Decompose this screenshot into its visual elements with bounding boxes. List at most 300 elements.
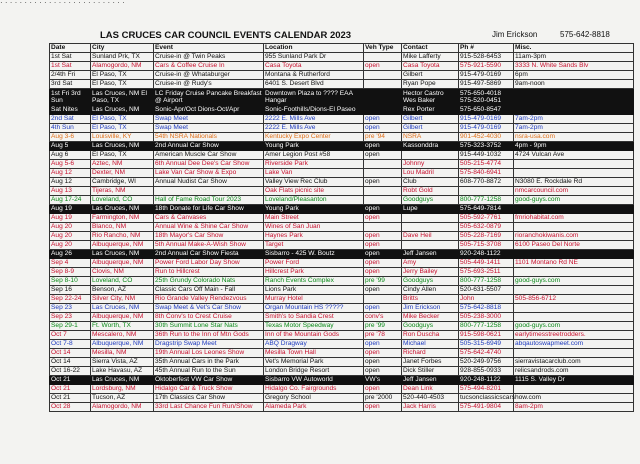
contact-cell: Club [402, 178, 459, 187]
table-row [50, 115, 634, 124]
city-cell: Las Cruces, NM El Paso, TX [91, 89, 154, 106]
event-cell [154, 187, 264, 196]
veh-type-cell: VW's [364, 376, 402, 385]
veh-type-cell: open [364, 385, 402, 394]
date-cell: Aug 19 [50, 205, 91, 214]
city-cell: Tucson, AZ [91, 394, 154, 403]
location-cell: Hidalgo Co. Fairgrounds [264, 385, 364, 394]
date-cell: Oct 28 [50, 403, 91, 412]
contact-cell: Lou Madril [402, 169, 459, 178]
contact-cell: Gilbert [402, 115, 459, 124]
veh-type-cell: open [364, 286, 402, 295]
city-cell: Benson, AZ [91, 286, 154, 295]
event-cell: Annual Wine & Shine Car Show [154, 223, 264, 232]
location-cell: Gregory School [264, 394, 364, 403]
event-cell: Run to Hillcrest [154, 268, 264, 277]
date-cell: Oct 21 [50, 394, 91, 403]
city-cell: Cambridge, WI [91, 178, 154, 187]
misc-cell [514, 349, 634, 358]
location-cell: Amer Legion Post #58 [264, 151, 364, 160]
phone-cell: 800-777-1258 [459, 277, 514, 286]
column-header-event: Event [154, 44, 264, 53]
contact-cell [402, 214, 459, 223]
misc-cell: 4724 Vulcan Ave [514, 151, 634, 160]
column-header-misc: Misc. [514, 44, 634, 53]
city-cell: Mesilla, NM [91, 349, 154, 358]
contact-cell [402, 151, 459, 160]
contact-cell: Jeff Jansen [402, 250, 459, 259]
event-cell: Power Ford Labor Day Show [154, 259, 264, 268]
phone-cell: 928-855-0933 [459, 367, 514, 376]
date-cell: Aug 20 [50, 223, 91, 232]
table-row [50, 367, 634, 376]
contact-cell: Casa Toyota [402, 62, 459, 71]
phone-cell: John [459, 295, 514, 304]
table-row [50, 313, 634, 322]
location-cell: Riverside Park [264, 160, 364, 169]
date-cell: Aug 13 [50, 187, 91, 196]
table-row [50, 223, 634, 232]
city-cell: Las Cruces, NM [91, 205, 154, 214]
date-cell: Sep 23 [50, 313, 91, 322]
misc-cell: relicsandrods.com [514, 367, 634, 376]
contact-cell: Cindy Allen [402, 286, 459, 295]
phone-cell: 505-215-4774 [459, 160, 514, 169]
city-cell: Las Cruces, NM [91, 142, 154, 151]
table-row [50, 394, 634, 403]
phone-cell: 505-449-1411 [459, 259, 514, 268]
event-cell: Hidalgo Car & Truck Show [154, 385, 264, 394]
location-cell: Oak Flats picnic site [264, 187, 364, 196]
veh-type-cell: open [364, 205, 402, 214]
table-row [50, 187, 634, 196]
date-cell: Aug 5 [50, 142, 91, 151]
contact-cell: Richard [402, 349, 459, 358]
misc-cell [514, 223, 634, 232]
table-row [50, 349, 634, 358]
table-row [50, 205, 634, 214]
date-cell: Sep 16 [50, 286, 91, 295]
event-cell: 25th Grundy Colorado Nats [154, 277, 264, 286]
date-cell: Aug 26 [50, 250, 91, 259]
phone-cell: 915-528-6453 [459, 53, 514, 62]
misc-cell: 8am-2pm [514, 403, 634, 412]
date-cell: Aug 3-6 [50, 133, 91, 142]
contact-cell: Rex Porter [402, 106, 459, 115]
event-cell: 45th Annual Run to the Sun [154, 367, 264, 376]
table-row [50, 304, 634, 313]
misc-cell [514, 286, 634, 295]
contact-cell: Michael [402, 340, 459, 349]
city-cell: Dexter, NM [91, 169, 154, 178]
date-cell: 1st Sat [50, 53, 91, 62]
veh-type-cell: open [364, 124, 402, 133]
event-cell: 35th Annual Cars in the Park [154, 358, 264, 367]
calendar-title: LAS CRUCES CAR COUNCIL EVENTS CALENDAR 2023 [100, 30, 352, 41]
column-header-contact: Contact [402, 44, 459, 53]
veh-type-cell [364, 71, 402, 80]
event-cell: 18th Mayor's Car Show [154, 232, 264, 241]
table-row [50, 178, 634, 187]
city-cell: El Paso, TX [91, 151, 154, 160]
phone-cell [459, 187, 514, 196]
location-cell: Young Park [264, 205, 364, 214]
veh-type-cell: open [364, 232, 402, 241]
contact-cell: Lupe [402, 205, 459, 214]
event-cell: American Muscle Car Show [154, 151, 264, 160]
location-cell: Downtown Plaza to ???? EAA Hangar [264, 89, 364, 106]
phone-cell: 915-497-5869 [459, 80, 514, 89]
event-cell: Swap Meet [154, 115, 264, 124]
misc-cell: sierravistacarclub.com [514, 358, 634, 367]
table-row [50, 71, 634, 80]
misc-cell: 11am-3pm [514, 53, 634, 62]
phone-cell: 915-479-0169 [459, 124, 514, 133]
contact-cell: NSRA [402, 133, 459, 142]
table-row [50, 169, 634, 178]
date-cell: Oct 7 [50, 331, 91, 340]
location-cell: Mesilla Town Hall [264, 349, 364, 358]
misc-cell: nsra-usa.com [514, 133, 634, 142]
date-cell: Sep 23 [50, 304, 91, 313]
veh-type-cell [364, 295, 402, 304]
veh-type-cell [364, 80, 402, 89]
date-cell: Aug 6 [50, 151, 91, 160]
contact-cell: Jerry Bailey [402, 268, 459, 277]
event-cell: Dragstrip Swap Meet [154, 340, 264, 349]
date-cell: Oct 14 [50, 349, 91, 358]
city-cell: Lordsburg, NM [91, 385, 154, 394]
city-cell: Mescalero, NM [91, 331, 154, 340]
city-cell: Alamogordo, NM [91, 403, 154, 412]
veh-type-cell: pre '99 [364, 277, 402, 286]
contact-cell: Dean Link [402, 385, 459, 394]
table-row [50, 259, 634, 268]
veh-type-cell [364, 196, 402, 205]
date-cell: Aug 12 [50, 178, 91, 187]
phone-cell: 575-840-6941 [459, 169, 514, 178]
location-cell: Murray Hotel [264, 295, 364, 304]
event-cell: Annual Nudist Car Show [154, 178, 264, 187]
city-cell: Las Cruces, NM [91, 250, 154, 259]
misc-cell: 6100 Paseo Del Norte [514, 241, 634, 250]
veh-type-cell: open [364, 358, 402, 367]
contact-cell: Britts [402, 295, 459, 304]
date-cell: Sep 8-10 [50, 277, 91, 286]
contact-cell: Ron Duscha [402, 331, 459, 340]
location-cell: 6401 S. Desert Blvd [264, 80, 364, 89]
table-header-row [50, 44, 634, 53]
contact-cell: Dick Stiller [402, 367, 459, 376]
phone-cell: 575-649-7814 [459, 205, 514, 214]
table-row [50, 80, 634, 89]
table-row [50, 241, 634, 250]
misc-cell [514, 205, 634, 214]
misc-cell [514, 304, 634, 313]
table-row [50, 277, 634, 286]
phone-cell: 800-777-1258 [459, 196, 514, 205]
location-cell: Haynes Park [264, 232, 364, 241]
veh-type-cell [364, 187, 402, 196]
date-cell: Oct 7-8 [50, 340, 91, 349]
contact-cell: Amy [402, 259, 459, 268]
column-header-date: Date [50, 44, 91, 53]
date-cell: Aug 17-24 [50, 196, 91, 205]
column-header-veh-type: Veh Type [364, 44, 402, 53]
veh-type-cell [364, 169, 402, 178]
misc-cell [514, 250, 634, 259]
event-cell: 8th Conv's to Crest Cruise [154, 313, 264, 322]
event-cell: Cars & Coffee Cruise In [154, 62, 264, 71]
city-cell: Albuquerque, NM [91, 340, 154, 349]
misc-cell: N3080 E. Rockdale Rd [514, 178, 634, 187]
veh-type-cell: pre '99 [364, 322, 402, 331]
event-cell: 33rd Last Chance Fun Run/Show [154, 403, 264, 412]
date-cell: Aug 12 [50, 169, 91, 178]
city-cell: El Paso, TX [91, 124, 154, 133]
city-cell: Farmington, NM [91, 214, 154, 223]
location-cell: Montana & Rutherford [264, 71, 364, 80]
veh-type-cell: open [364, 268, 402, 277]
table-row [50, 286, 634, 295]
city-cell: Las Cruces, NM [91, 304, 154, 313]
contact-cell [402, 223, 459, 232]
phone-cell: 915-598-0621 [459, 331, 514, 340]
table-row [50, 124, 634, 133]
event-cell: Cruise-in @ Twin Peaks [154, 53, 264, 62]
city-cell: Sunland Prk, TX [91, 53, 154, 62]
city-cell: Blanco, NM [91, 223, 154, 232]
contact-cell: Dave Heil [402, 232, 459, 241]
city-cell: Loveland, CO [91, 196, 154, 205]
location-cell: Sisbarro VW Autoworld [264, 376, 364, 385]
date-cell: Oct 16-22 [50, 367, 91, 376]
contact-cell: Robt Gold [402, 187, 459, 196]
location-cell: Casa Toyota [264, 62, 364, 71]
table-row [50, 214, 634, 223]
location-cell: Lake Van [264, 169, 364, 178]
location-cell: Loveland/Pleasanton [264, 196, 364, 205]
header-contact-phone: 575-642-8818 [560, 30, 610, 39]
city-cell: El Paso, TX [91, 71, 154, 80]
table-row [50, 331, 634, 340]
veh-type-cell: pre '78 [364, 331, 402, 340]
veh-type-cell [364, 160, 402, 169]
veh-type-cell [364, 53, 402, 62]
city-cell: Lake Havasu, AZ [91, 367, 154, 376]
date-cell: 1st Sat [50, 62, 91, 71]
phone-cell: 505-592-7761 [459, 214, 514, 223]
event-cell: Classic Cars Off Main - Fall [154, 286, 264, 295]
location-cell: Inn of the Mountain Gods [264, 331, 364, 340]
contact-cell: Kassonddra [402, 142, 459, 151]
column-header-location: Location [264, 44, 364, 53]
misc-cell: rioranchokiwanis.com [514, 232, 634, 241]
city-cell: Sierra Vista, AZ [91, 358, 154, 367]
location-cell: Hillcrest Park [264, 268, 364, 277]
column-header-city: City [91, 44, 154, 53]
table-row [50, 268, 634, 277]
phone-cell: 520-631-5507 [459, 286, 514, 295]
date-cell: Aug 19 [50, 214, 91, 223]
contact-cell: Gilbert [402, 71, 459, 80]
table-row [50, 196, 634, 205]
location-cell: Smith's to Sandia Crest [264, 313, 364, 322]
contact-cell: Ryan Pope [402, 80, 459, 89]
veh-type-cell: open [364, 142, 402, 151]
event-cell: 2nd Annual Car Show [154, 142, 264, 151]
misc-cell: good-guys.com [514, 322, 634, 331]
location-cell: Ranch Events Complex [264, 277, 364, 286]
date-cell: Sat Nites [50, 106, 91, 115]
phone-cell: 575-650-8547 [459, 106, 514, 115]
table-row [50, 295, 634, 304]
contact-cell: Janet Forbes [402, 358, 459, 367]
contact-cell [402, 241, 459, 250]
city-cell: Louisville, KY [91, 133, 154, 142]
event-cell: 36th Run to the Inn of Mtn Gods [154, 331, 264, 340]
city-cell: Albuquerque, NM [91, 259, 154, 268]
table-row [50, 160, 634, 169]
table-row [50, 250, 634, 259]
location-cell: Organ Mountain HS ????? [264, 304, 364, 313]
veh-type-cell [364, 223, 402, 232]
table-row [50, 133, 634, 142]
veh-type-cell: pre '94 [364, 133, 402, 142]
veh-type-cell: open [364, 62, 402, 71]
misc-cell: 7am-2pm [514, 115, 634, 124]
event-cell: 19th Annual Los Leones Show [154, 349, 264, 358]
date-cell: Sep 22-24 [50, 295, 91, 304]
date-cell: 3rd Sat [50, 80, 91, 89]
city-cell: El Paso, TX [91, 80, 154, 89]
date-cell: Oct 14 [50, 358, 91, 367]
phone-cell: 520-249-9756 [459, 358, 514, 367]
phone-cell: 901-452-4030 [459, 133, 514, 142]
city-cell: Ft. Worth, TX [91, 322, 154, 331]
misc-cell: good-guys.com [514, 196, 634, 205]
contact-cell: Jack Harris [402, 403, 459, 412]
date-cell: 2/4th Fri [50, 71, 91, 80]
veh-type-cell: open [364, 214, 402, 223]
misc-cell [514, 169, 634, 178]
contact-cell: Gilbert [402, 124, 459, 133]
city-cell: Las Cruces, NM [91, 376, 154, 385]
misc-cell: 6pm [514, 71, 634, 80]
contact-cell: Jeff Jansen [402, 376, 459, 385]
date-cell: 2nd Sat [50, 115, 91, 124]
misc-cell: 3333 N. White Sands Blv [514, 62, 634, 71]
misc-cell: earlytimesstreetrodders. [514, 331, 634, 340]
phone-cell: 575-323-3752 [459, 142, 514, 151]
misc-cell: 1115 S. Valley Dr [514, 376, 634, 385]
location-cell: ABQ Dragway [264, 340, 364, 349]
location-cell: Sonic-Foothills/Dions-El Paseo [264, 106, 364, 115]
event-cell: Swap Meet [154, 124, 264, 133]
phone-cell: 575-491-9804 [459, 403, 514, 412]
event-cell: LC Friday Cruise Pancake Breakfast @ Airport [155, 89, 262, 104]
event-cell: 54th NSRA Nationals [154, 133, 264, 142]
event-cell: 6th Annual Dee Dee's Car Show [154, 160, 264, 169]
phone-cell: 505-632-0879 [459, 223, 514, 232]
event-cell: 17th Classics Car Show [154, 394, 264, 403]
table-row [50, 358, 634, 367]
phone-cell: 575-494-8201 [459, 385, 514, 394]
date-cell: 1st Fri 3rd Sun [50, 89, 91, 106]
location-cell: Sisbarro - 425 W. Boutz [264, 250, 364, 259]
veh-type-cell: open [364, 250, 402, 259]
phone-cell: 915-479-0169 [459, 115, 514, 124]
misc-cell: fmriohabitat.com [514, 214, 634, 223]
location-cell: Valley View Rec Club [264, 178, 364, 187]
date-cell: Oct 21 [50, 376, 91, 385]
contact-cell: Goodguys [402, 322, 459, 331]
date-cell: Aug 5-6 [50, 160, 91, 169]
phone-cell: 800-777-1258 [459, 322, 514, 331]
veh-type-cell: open [364, 367, 402, 376]
misc-cell: abqautoswapmeet.com [514, 340, 634, 349]
contact-cell: Mike Lafferty [402, 53, 459, 62]
contact-cell: Hector Castro Wes Baker [402, 89, 459, 106]
city-cell: Rio Rancho, NM [91, 232, 154, 241]
misc-cell: 1101 Montano Rd NE [514, 259, 634, 268]
location-cell: Kentucky Expo Center [264, 133, 364, 142]
event-cell: Cruise-in @ Whataburger [154, 71, 264, 80]
phone-cell: 505-315-6949 [459, 340, 514, 349]
table-body [50, 53, 634, 412]
event-cell: Sonic-Apr/Oct Dions-Oct/Apr [154, 106, 264, 115]
table-row [50, 62, 634, 71]
event-cell: Oktoberfest VW Car Show [154, 376, 264, 385]
city-cell: Albuquerque, NM [91, 313, 154, 322]
table-row [50, 340, 634, 349]
city-cell: Alamogordo, NM [91, 62, 154, 71]
misc-cell: nmcarcouncil.com [514, 187, 634, 196]
veh-type-cell: open [364, 403, 402, 412]
date-cell: Sep 4 [50, 259, 91, 268]
veh-type-cell: open [364, 241, 402, 250]
date-cell: Sep 8-9 [50, 268, 91, 277]
location-cell: Young Park [264, 142, 364, 151]
table-row [50, 322, 634, 331]
table-row [50, 232, 634, 241]
veh-type-cell: open [364, 151, 402, 160]
location-cell: Vet's Memorial Park [264, 358, 364, 367]
date-cell: Oct 21 [50, 385, 91, 394]
location-cell: Power Ford [264, 259, 364, 268]
table-row [50, 106, 634, 115]
event-cell: Cars & Canvases [154, 214, 264, 223]
phone-cell: 505-238-3000 [459, 313, 514, 322]
misc-cell [514, 160, 634, 169]
veh-type-cell: open [364, 304, 402, 313]
header-contact-name: Jim Erickson [492, 30, 538, 39]
veh-type-cell: pre '2000 [364, 394, 402, 403]
location-cell: 955 Sunland Park Dr [264, 53, 364, 62]
contact-cell: 520-440-4503 [402, 394, 459, 403]
city-cell: Clovis, NM [91, 268, 154, 277]
contact-cell: Mike Becker [402, 313, 459, 322]
event-cell: 30th Summit Lone Star Nats [154, 322, 264, 331]
location-cell: London Bridge Resort [264, 367, 364, 376]
misc-cell: 505-856-6712 [514, 295, 634, 304]
city-cell: Albuquerque, NM [91, 241, 154, 250]
scan-artifact-top: · · · · · · · · · · · · · · · · · · · · · · · · · · [0, 0, 125, 7]
date-cell: Sep 29-1 [50, 322, 91, 331]
location-cell: 2222 E. Mills Ave [264, 124, 364, 133]
veh-type-cell: open [364, 259, 402, 268]
misc-cell [514, 313, 634, 322]
